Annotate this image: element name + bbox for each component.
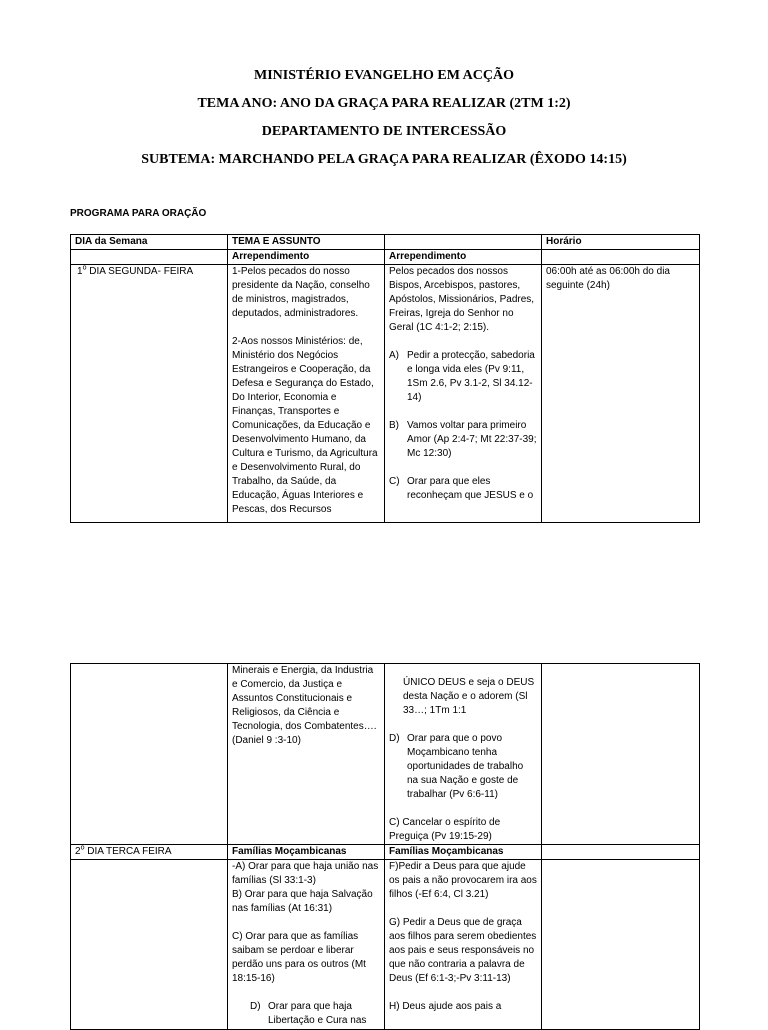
- day2-name: DIA TERCA FEIRA: [84, 846, 172, 857]
- section-title: PROGRAMA PARA ORAÇÃO: [70, 208, 207, 219]
- item-c-marker: C): [389, 476, 400, 487]
- subtheme: SUBTEMA: MARCHANDO PELA GRAÇA PARA REALIZAR (ÊXODO 14:15): [141, 152, 627, 167]
- day1-church-intro: Pelos pecados dos nossos Bispos, Arcebispos, pastores, Apóstolos, Missionários, Padres, Freiras, Igreja do Senhor no Geral (1C 4:1-2; 2:15).: [389, 266, 535, 333]
- day1-row: [71, 265, 700, 523]
- day1-cont-church-topics: [385, 664, 542, 845]
- item-d-marker: D): [389, 733, 400, 744]
- day2-topics-row: [71, 860, 700, 1030]
- day2-schedule: [542, 845, 700, 860]
- day2-number: 2: [75, 846, 81, 857]
- day2-blank: [71, 860, 228, 1030]
- day2-item-g: G) Pedir a Deus que de graça aos filhos para serem obedientes aos pais e seus responsáveis no que não contraria a palavra de Deus (Ef 6:1-3;-Pv 3:11-13): [389, 917, 537, 984]
- col-header-blank: [385, 235, 542, 250]
- department-title: DEPARTAMENTO DE INTERCESSÃO: [261, 124, 507, 139]
- prayer-program-table-continued: [70, 663, 700, 1030]
- theme-repentance-col2: Arrependimento: [228, 250, 385, 265]
- item-d-text: Orar para que o povo Moçambicano tenha oportunidades de trabalho na sua Nação e goste de trabalhar (Pv 6:6-11): [407, 733, 524, 800]
- day1-item-c2: C) Cancelar o espírito de Preguiça (Pv 19:15-29): [389, 817, 501, 842]
- day1-number: 1: [77, 266, 83, 277]
- item-c-continued: ÚNICO DEUS e seja o DEUS desta Nação e o adorem (Sl 33…; 1Tm 1:1: [403, 677, 535, 716]
- year-theme: TEMA ANO: ANO DA GRAÇA PARA REALIZAR (2TM 1:2): [197, 96, 571, 111]
- day1-topics: [228, 265, 385, 523]
- day2-label: [71, 845, 228, 860]
- item-a-text: Pedir a protecção, sabedoria e longa vida eles (Pv 9:11, 1Sm 2.6, Pv 3.1-2, Sl 34.12-14): [407, 350, 535, 403]
- theme-row-blank: [71, 250, 228, 265]
- col-header-theme: TEMA E ASSUNTO: [228, 235, 385, 250]
- day1-schedule: 06:00h até as 06:00h do dia seguinte (24h): [542, 265, 700, 523]
- theme-repentance-col3: Arrependimento: [385, 250, 542, 265]
- day1-name: DIA SEGUNDA- FEIRA: [86, 266, 194, 277]
- day2-item-c: C) Orar para que as famílias saibam se perdoar e liberar perdão uns para os outros (Mt 18:15-16): [232, 931, 366, 984]
- day2-theme-col3: Famílias Moçambicanas: [385, 845, 542, 860]
- day1-item-a: [389, 349, 537, 405]
- theme-row-blank-4: [542, 250, 700, 265]
- day2-item-d-text: Orar para que haja Libertação e Cura nas: [268, 1001, 367, 1026]
- day1-item-b: [389, 419, 537, 461]
- day2-item-a: -A) Orar para que haja união nas famílias (Sl 33:1-3): [232, 861, 379, 886]
- item-b-marker: B): [389, 420, 399, 431]
- day2-topics: [228, 860, 385, 1030]
- day1-continued-row: [71, 664, 700, 845]
- theme-row-repentance: [71, 250, 700, 265]
- day2-item-b: B) Orar para que haja Salvação nas famílias (At 16:31): [232, 889, 373, 914]
- day2-ordinal: o: [80, 844, 85, 852]
- day1-ordinal: o: [82, 264, 87, 272]
- col-header-day: DIA da Semana: [71, 235, 228, 250]
- day2-item-h: H) Deus ajude aos pais a: [389, 1001, 502, 1012]
- day1-topic-2: 2-Aos nossos Ministérios: de, Ministério dos Negócios Estrangeiros e Cooperação, da Defesa e Segurança do Estado, Do Interior, Economia e Finanças, Transportes e Comunicações, da Educação e Desenvolvimento Humano, da Cultura e Turismo, da Agricultura e Desenvolvimento Rural, do Trabalho, da Saúde, da Educação, Águas Interiores e Pescas, dos Recursos: [232, 336, 378, 515]
- day1-church-topics: [385, 265, 542, 523]
- day2-item-d: [232, 1000, 380, 1028]
- day1-item-d: [389, 732, 537, 802]
- day1-label: [71, 265, 228, 523]
- day2-theme-col2: Famílias Moçambicanas: [228, 845, 385, 860]
- item-b-text: Vamos voltar para primeiro Amor (Ap 2:4-7; Mt 22:37-39; Mc 12:30): [407, 420, 537, 459]
- day1-item-c: [389, 475, 537, 503]
- header-row: [71, 235, 700, 250]
- day2-parent-topics: [385, 860, 542, 1030]
- item-a-marker: A): [389, 350, 399, 361]
- day1-cont-schedule: [542, 664, 700, 845]
- item-c-text: Orar para que eles reconheçam que JESUS e o: [407, 476, 534, 501]
- day2-item-d-marker: D): [250, 1001, 261, 1012]
- day2-row: [71, 845, 700, 860]
- day1-cont-topics: Minerais e Energia, da Industria e Comercio, da Justiça e Assuntos Constitucionais e Religiosos, da Ciência e Tecnologia, dos Combatentes…. (Daniel 9 :3-10): [228, 664, 385, 845]
- col-header-schedule: Horário: [542, 235, 700, 250]
- day2-item-f: F)Pedir a Deus para que ajude os pais a não provocarem ira aos filhos (-Ef 6:4, Cl 3.21): [389, 861, 537, 900]
- prayer-program-table: [70, 234, 700, 523]
- day1-topic-1: 1-Pelos pecados do nosso presidente da Nação, conselho de ministros, magistrados, deputados, administradores.: [232, 266, 370, 319]
- day2-topics-schedule: [542, 860, 700, 1030]
- day1-cont-blank: [71, 664, 228, 845]
- ministry-title: MINISTÉRIO EVANGELHO EM ACÇÃO: [254, 68, 514, 83]
